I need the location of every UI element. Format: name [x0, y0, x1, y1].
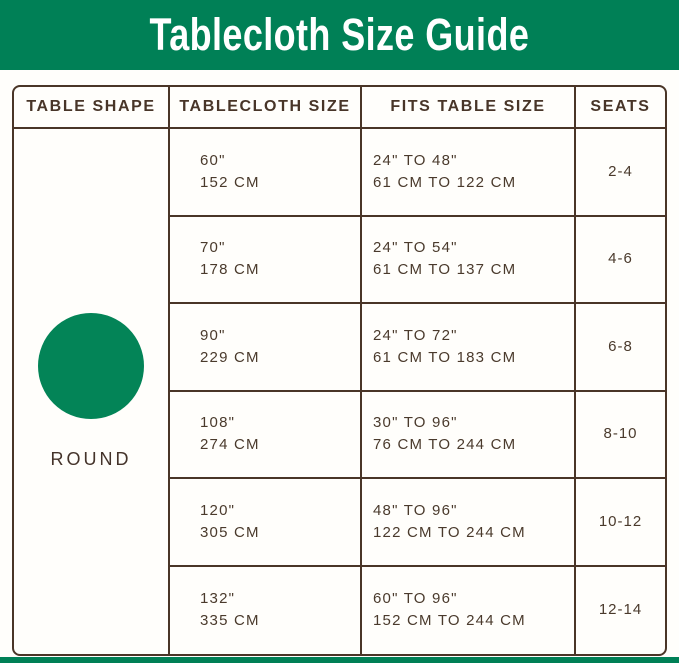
size-inches: 132": [200, 590, 236, 608]
fits-table-size-cell: [362, 567, 576, 655]
seats-cell: [576, 392, 665, 480]
fits-cm: 122 CM TO 244 CM: [373, 523, 526, 541]
seats-value: 12-14: [598, 601, 643, 619]
fits-cm: 76 CM TO 244 CM: [373, 436, 517, 454]
round-circle-icon: [38, 313, 144, 419]
table-shape-cell: [14, 129, 170, 654]
size-inches: 120": [200, 501, 236, 519]
fits-table-size-cell: [362, 304, 576, 392]
size-cm: 335 CM: [200, 612, 260, 630]
tablecloth-size-cell: [170, 392, 362, 480]
seats-value: 6-8: [608, 337, 633, 355]
seats-cell: [576, 304, 665, 392]
size-inches: 90": [200, 326, 226, 344]
tablecloth-size-cell: [170, 217, 362, 305]
fits-inches: 24" TO 54": [373, 239, 458, 257]
header-tablecloth-size: TABLECLOTH SIZE: [170, 87, 362, 129]
fits-cm: 61 CM TO 122 CM: [373, 173, 517, 191]
size-cm: 229 CM: [200, 348, 260, 366]
size-cm: 305 CM: [200, 523, 260, 541]
fits-cm: 152 CM TO 244 CM: [373, 612, 526, 630]
seats-value: 4-6: [608, 250, 633, 268]
tablecloth-size-cell: [170, 129, 362, 217]
fits-table-size-cell: [362, 217, 576, 305]
fits-inches: 24" TO 48": [373, 151, 458, 169]
size-cm: 274 CM: [200, 436, 260, 454]
fits-inches: 24" TO 72": [373, 326, 458, 344]
size-guide-table: [12, 85, 667, 656]
tablecloth-size-cell: [170, 479, 362, 567]
size-cm: 152 CM: [200, 173, 260, 191]
fits-inches: 30" TO 96": [373, 414, 458, 432]
seats-cell: [576, 567, 665, 655]
page-title: Tablecloth Size Guide: [149, 9, 530, 60]
fits-table-size-cell: [362, 392, 576, 480]
fits-table-size-cell: [362, 479, 576, 567]
seats-value: 10-12: [598, 512, 643, 530]
bottom-accent-bar: [0, 657, 679, 663]
tablecloth-size-cell: [170, 304, 362, 392]
tablecloth-size-cell: [170, 567, 362, 655]
seats-value: 8-10: [603, 425, 638, 443]
fits-cm: 61 CM TO 137 CM: [373, 261, 517, 279]
fits-cm: 61 CM TO 183 CM: [373, 348, 517, 366]
seats-cell: [576, 479, 665, 567]
header-fits-table-size: FITS TABLE SIZE: [362, 87, 576, 129]
seats-cell: [576, 217, 665, 305]
header-table-shape: TABLE SHAPE: [14, 87, 170, 129]
size-inches: 60": [200, 151, 226, 169]
shape-label: ROUND: [50, 449, 132, 469]
fits-inches: 48" TO 96": [373, 501, 458, 519]
seats-cell: [576, 129, 665, 217]
fits-table-size-cell: [362, 129, 576, 217]
size-inches: 108": [200, 414, 236, 432]
size-cm: 178 CM: [200, 261, 260, 279]
header-seats: SEATS: [576, 87, 665, 129]
seats-value: 2-4: [608, 162, 633, 180]
title-banner: [0, 0, 679, 70]
size-inches: 70": [200, 239, 226, 257]
fits-inches: 60" TO 96": [373, 590, 458, 608]
